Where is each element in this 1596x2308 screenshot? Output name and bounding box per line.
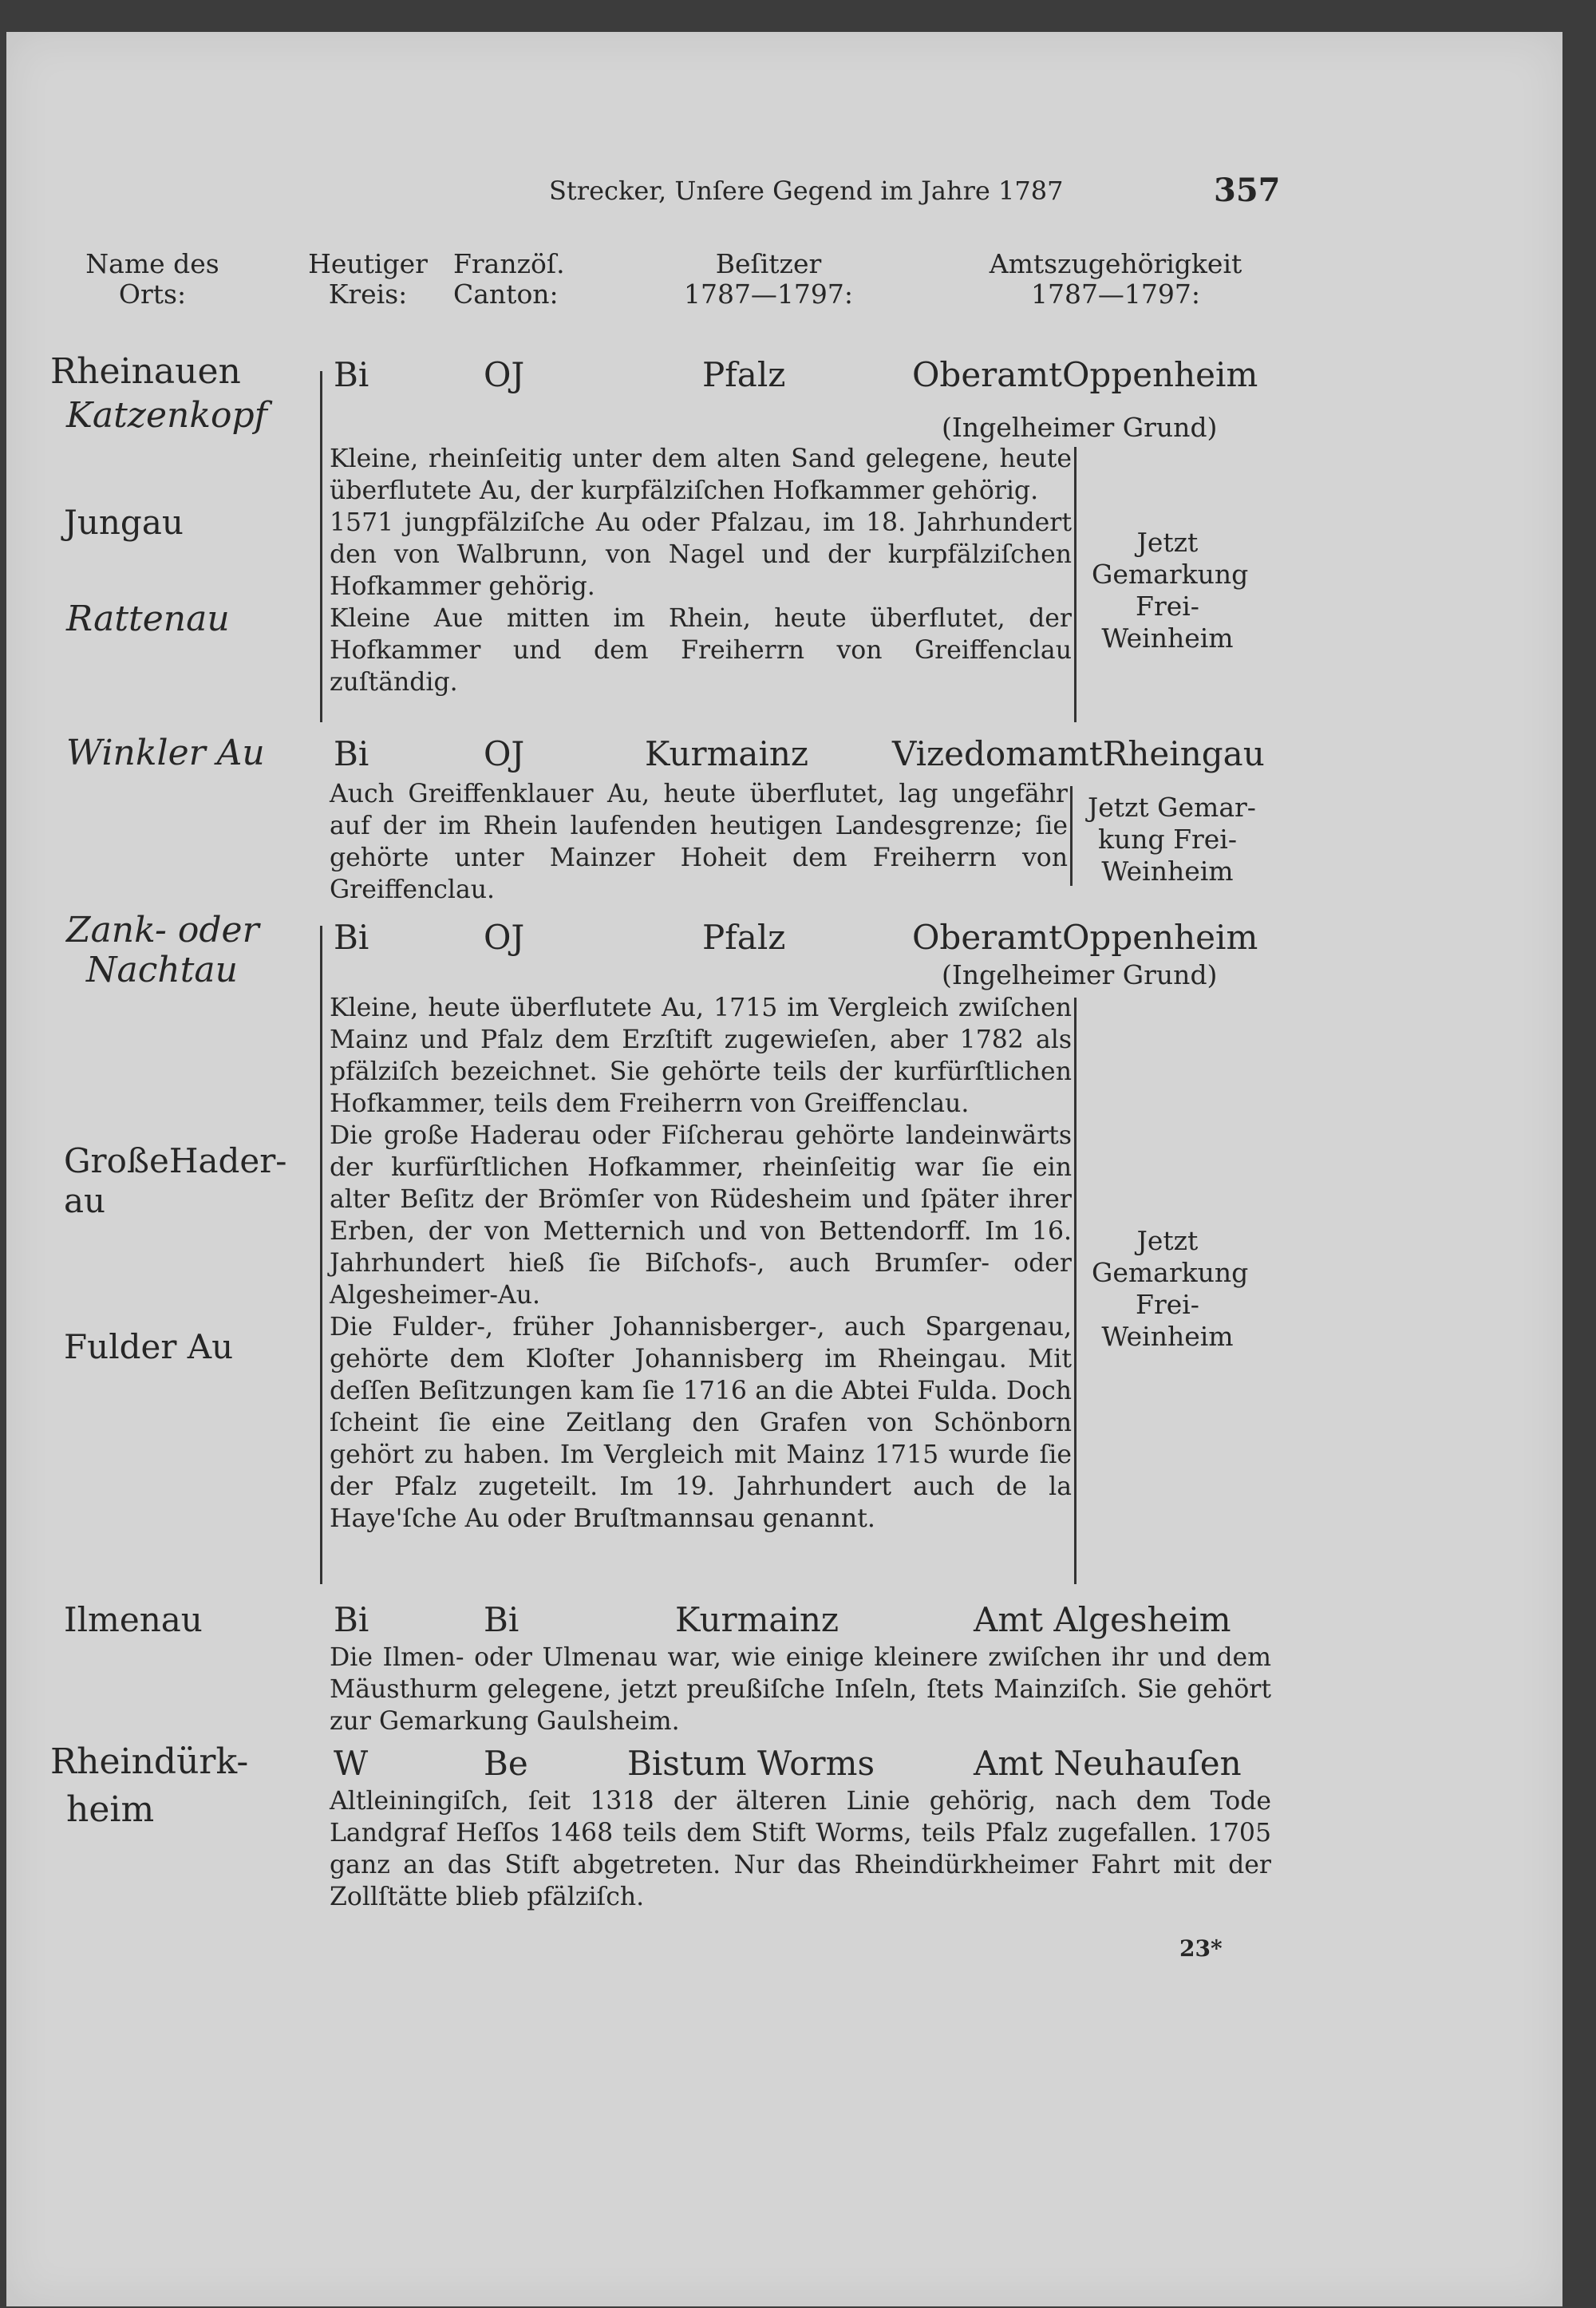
kreis-value: Bi [334, 355, 369, 394]
entry-text: Kleine, rheinſeitig unter dem alten Sand gelegene, heute überflutete Au, der kurpfälziſchen Hofkammer gehörig. 1571 jungpfälziſche Au oder Pfalzau, im 18. Jahrhundert den von Walbrunn, von Nagel und der kurpfälziſchen Hofkammer gehörig. Kleine Aue mitten im Rhein, heute überflutet, der Hofkammer und dem Freiherrn von Greiffenclau zuſtändig. [330, 445, 1072, 697]
kreis-value: W [334, 1744, 369, 1783]
amt-value: Amt Neuhauſen [974, 1744, 1242, 1783]
besitzer-value: Pfalz [702, 355, 786, 394]
column-header-name: Name des Orts: [85, 248, 219, 310]
entry-text: Die Ilmen- oder Ulmenau war, wie einige kleinere zwiſchen ihr und dem Mäusthurm gelegene, jetzt preußiſche Inſeln, ſtets Mainziſch. Sie gehört zur Gemarkung Gaulsheim. [330, 1643, 1271, 1736]
canton-value: OJ [484, 734, 525, 773]
right-brace [1070, 786, 1073, 886]
besitzer-value: Bistum Worms [627, 1744, 875, 1783]
place-name: Jungau [64, 503, 184, 542]
place-name: Winkler Au [66, 733, 265, 773]
book-page [6, 32, 1562, 2306]
place-name: Rattenau [66, 599, 230, 639]
left-brace [320, 371, 322, 722]
right-brace [1074, 998, 1077, 1584]
place-name: Katzenkopf [66, 395, 267, 436]
canton-value: OJ [484, 918, 525, 957]
right-brace [1074, 447, 1077, 722]
entry-text: Altleiningiſch, ſeit 1318 der älteren Linie gehörig, nach dem Tode Landgraf Heſſos 1468 teils dem Stift Worms, teils Pfalz zugefallen. 1705 ganz an das Stift abgetreten. Nur das Rheindürkheimer Fahrt mit der Zollſtätte blieb pfälziſch. [330, 1787, 1271, 1911]
place-name: Fulder Au [64, 1327, 234, 1366]
amt-subtitle: (Ingelheimer Grund) [942, 959, 1218, 990]
amt-value: VizedomamtRheingau [892, 734, 1265, 773]
amt-value: OberamtOppenheim [912, 918, 1258, 957]
amt-value: Amt Algesheim [974, 1600, 1231, 1639]
amt-value: OberamtOppenheim [912, 355, 1258, 394]
running-title: Strecker, Unſere Gegend im Jahre 1787 [549, 176, 1064, 206]
side-note: Jetzt Gemarkung Frei- Weinheim [1092, 527, 1249, 654]
entry-text: Kleine, heute überflutete Au, 1715 im Vergleich zwiſchen Mainz und Pfalz dem Erzſtift zugewieſen, aber 1782 als pfälziſch bezeichnet. Sie gehörte teils der kurfürſtlichen Hofkammer, teils dem Freiherrn von Greiffenclau. Die große Haderau oder Fiſcherau gehörte landeinwärts der kurfürſtlichen Hofkammer, rheinſeitig war ſie ein alter Beſitz der Brömſer von Rüdesheim und ſpäter ihrer Erben, der von Metternich und von Bettendorff. Im 16. Jahrhundert hieß ſie Biſchofs-, auch Brumſer- oder Algesheimer-Au. Die Fulder-, früher Johannisberger-, auch Spargenau, gehörte dem Kloſter Johannisberg im Rheingau. Mit deſſen Beſitzungen kam ſie 1716 an die Abtei Fulda. Doch ſcheint ſie eine Zeitlang den Grafen von Schönborn gehört zu haben. Im Vergleich mit Mainz 1715 wurde ſie der Pfalz zugeteilt. Im 19. Jahrhundert auch de la Haye'ſche Au oder Bruſtmannsau genannt. [330, 994, 1072, 1533]
side-note: Jetzt Gemarkung Frei- Weinheim [1092, 1225, 1249, 1352]
column-header-besitzer: Beſitzer 1787—1797: [683, 248, 854, 310]
place-name: GroßeHader- [64, 1141, 287, 1180]
signature-mark: 23* [1179, 1935, 1223, 1962]
besitzer-value: Kurmainz [675, 1600, 839, 1639]
column-header-amt: Amtszugehörigkeit 1787—1797: [989, 248, 1242, 310]
kreis-value: Bi [334, 918, 369, 957]
canton-value: Be [484, 1744, 528, 1783]
place-name: Rheindürk- [50, 1741, 249, 1782]
canton-value: Bi [484, 1600, 519, 1639]
besitzer-value: Pfalz [702, 918, 786, 957]
place-name: au [64, 1181, 106, 1220]
page-number: 357 [1214, 172, 1281, 209]
place-name: Rheinauen [50, 351, 241, 392]
besitzer-value: Kurmainz [645, 734, 809, 773]
column-header-kreis: Heutiger Kreis: [308, 248, 428, 310]
left-brace [320, 926, 322, 1584]
place-name: Ilmenau [64, 1600, 203, 1639]
side-note: Jetzt Gemar- kung Frei- Weinheim [1088, 792, 1256, 887]
place-name: heim [66, 1789, 155, 1830]
kreis-value: Bi [334, 734, 369, 773]
place-name: Nachtau [86, 950, 238, 990]
canton-value: OJ [484, 355, 525, 394]
kreis-value: Bi [334, 1600, 369, 1639]
amt-subtitle: (Ingelheimer Grund) [942, 412, 1218, 443]
entry-text: Auch Greiffenklauer Au, heute überflutet, lag ungefähr auf der im Rhein laufenden heutigen Landesgrenze; ſie gehörte unter Mainzer Hoheit dem Freiherrn von Greiffenclau. [330, 780, 1068, 904]
place-name: Zank- oder [66, 910, 259, 950]
column-header-canton: Franzöſ. Canton: [453, 248, 565, 310]
